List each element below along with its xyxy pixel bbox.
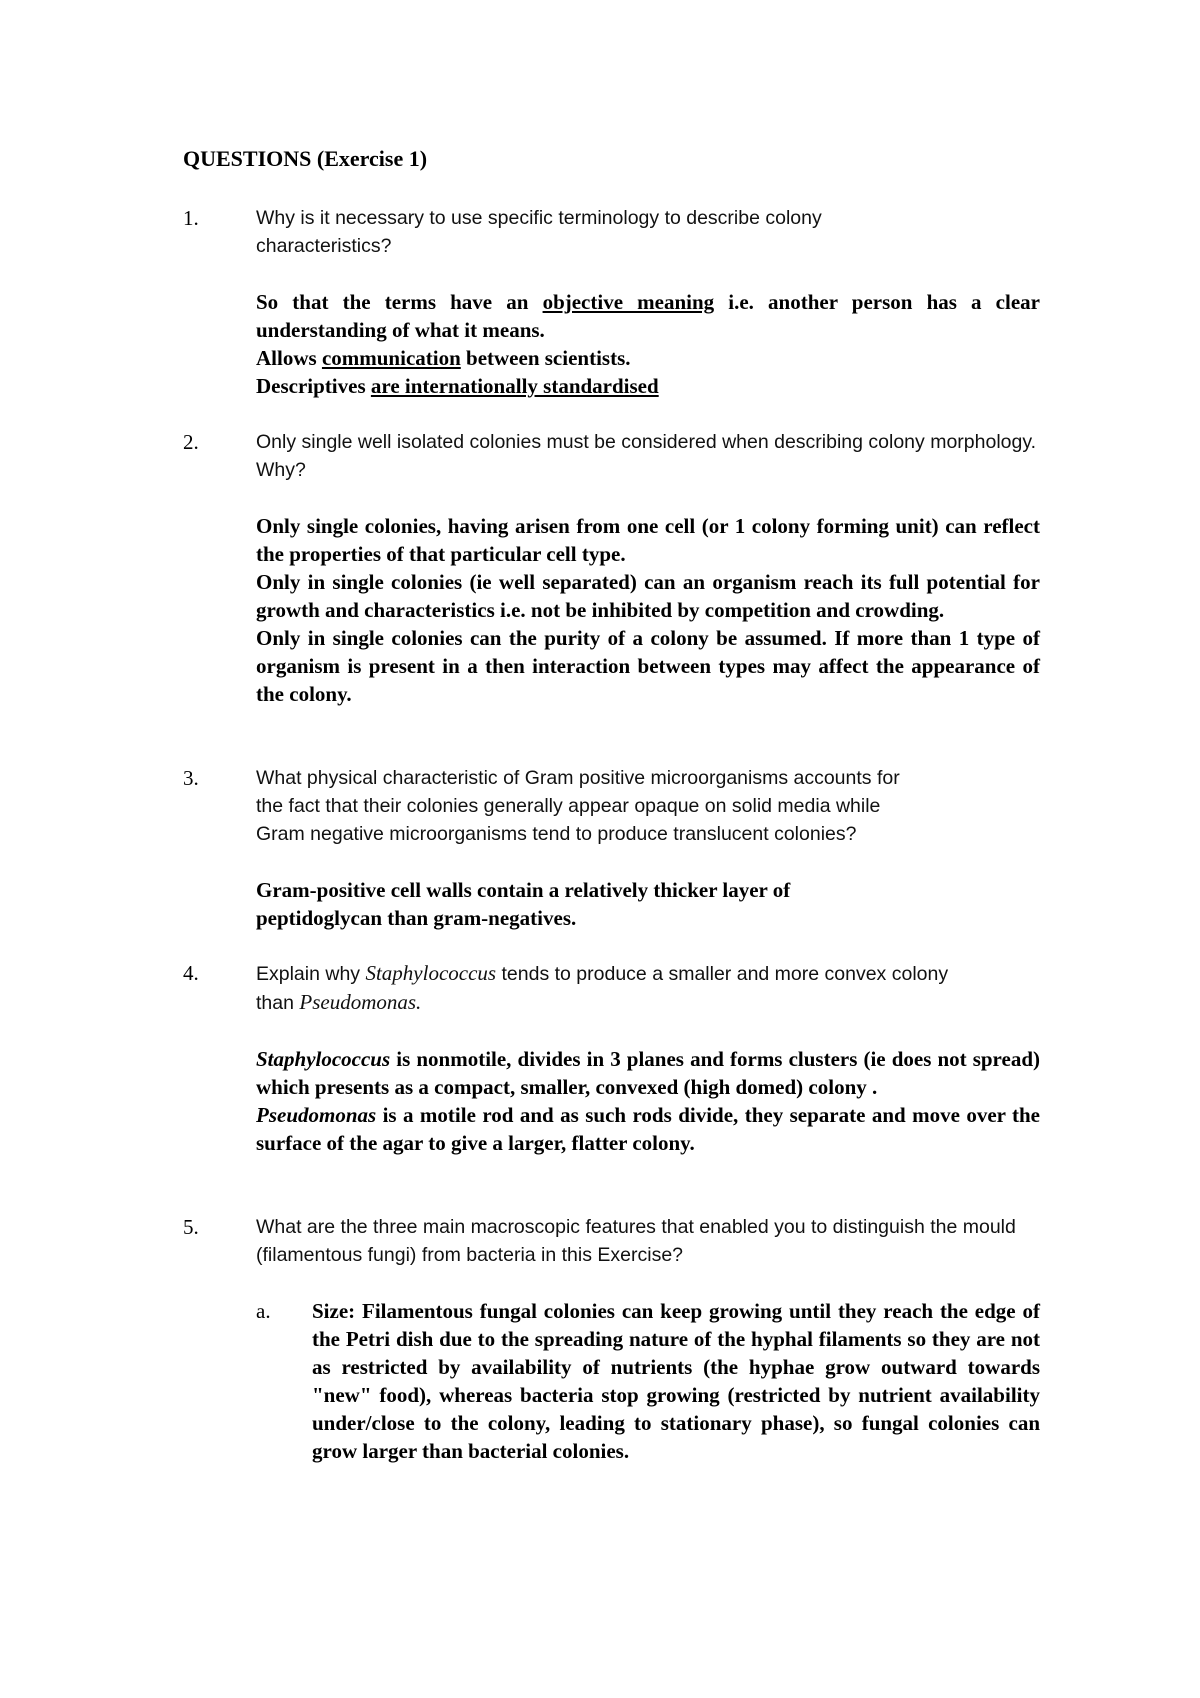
question-text: Only single well isolated colonies must be considered when describing colony morphology. Why? — [256, 431, 1037, 481]
underlined-term: are internationally standardised — [370, 374, 659, 398]
question-number: 1. — [183, 206, 199, 230]
answer-paragraph: Staphylococcus is nonmotile, divides in 3 planes and forms clusters (ie does not spread) which presents as a compact, smaller, convexed (high domed) colony . — [256, 1047, 1040, 1099]
answer — [256, 288, 1040, 400]
underlined-term: objective meaning — [542, 290, 715, 314]
answer-line: Allows communication between scientists. — [256, 346, 631, 370]
answer — [256, 1045, 1040, 1157]
answer: Gram-positive cell walls contain a relatively thicker layer of peptidoglycan than gram-negatives. — [256, 878, 791, 930]
question-number: 2. — [183, 430, 199, 454]
answer-line: So that the terms have an objective meaning i.e. another person has a clear understanding of what it means. — [256, 290, 1040, 342]
question-text: What are the three main macroscopic features that enabled you to distinguish the mould (filamentous fungi) from bacteria in this Exercise? — [256, 1216, 1016, 1266]
underlined-term: communication — [321, 346, 461, 370]
sub-answer-a — [256, 1297, 1040, 1465]
answer-line: Descriptives are internationally standardised — [256, 374, 659, 398]
answer — [256, 512, 1040, 708]
sub-answer-text: Size: Filamentous fungal colonies can keep growing until they reach the edge of the Petri dish due to the spreading nature of the hyphal filaments so they are not as restricted by availability of nutrients (the hyphae grow outward towards "new" food), whereas bacteria stop growing (restricted by nutrient availability under/close to the colony, leading to stationary phase), so fungal colonies can grow larger than bacterial colonies. — [312, 1299, 1040, 1463]
question-1 — [183, 204, 1040, 400]
question-text: Explain why Staphylococcus tends to produce a smaller and more convex colony than Pseudomonas. — [256, 961, 949, 1014]
question-3 — [183, 764, 1040, 932]
page-title: QUESTIONS (Exercise 1) — [183, 146, 428, 171]
sub-letter: a. — [256, 1299, 271, 1323]
question-number: 4. — [183, 961, 199, 985]
question-4 — [183, 959, 1040, 1157]
answer-paragraph: Only in single colonies can the purity of a colony be assumed. If more than 1 type of organism is present in a then interaction between types may affect the appearance of the colony. — [256, 626, 1040, 706]
question-2 — [183, 428, 1040, 708]
answer-paragraph: Pseudomonas is a motile rod and as such rods divide, they separate and move over the surface of the agar to give a larger, flatter colony. — [256, 1103, 1040, 1155]
question-5 — [183, 1213, 1040, 1465]
question-text: What physical characteristic of Gram positive microorganisms accounts for the fact that their colonies generally appear opaque on solid media while Gram negative microorganisms tend to produce translucent colonies? — [256, 767, 900, 845]
answer-paragraph: Only in single colonies (ie well separated) can an organism reach its full potential for growth and characteristics i.e. not be inhibited by competition and crowding. — [256, 570, 1040, 622]
question-number: 3. — [183, 766, 199, 790]
question-text: Why is it necessary to use specific terminology to describe colony characteristics? — [256, 207, 822, 257]
question-number: 5. — [183, 1215, 199, 1239]
answer-paragraph: Only single colonies, having arisen from one cell (or 1 colony forming unit) can reflect the properties of that particular cell type. — [256, 514, 1040, 566]
